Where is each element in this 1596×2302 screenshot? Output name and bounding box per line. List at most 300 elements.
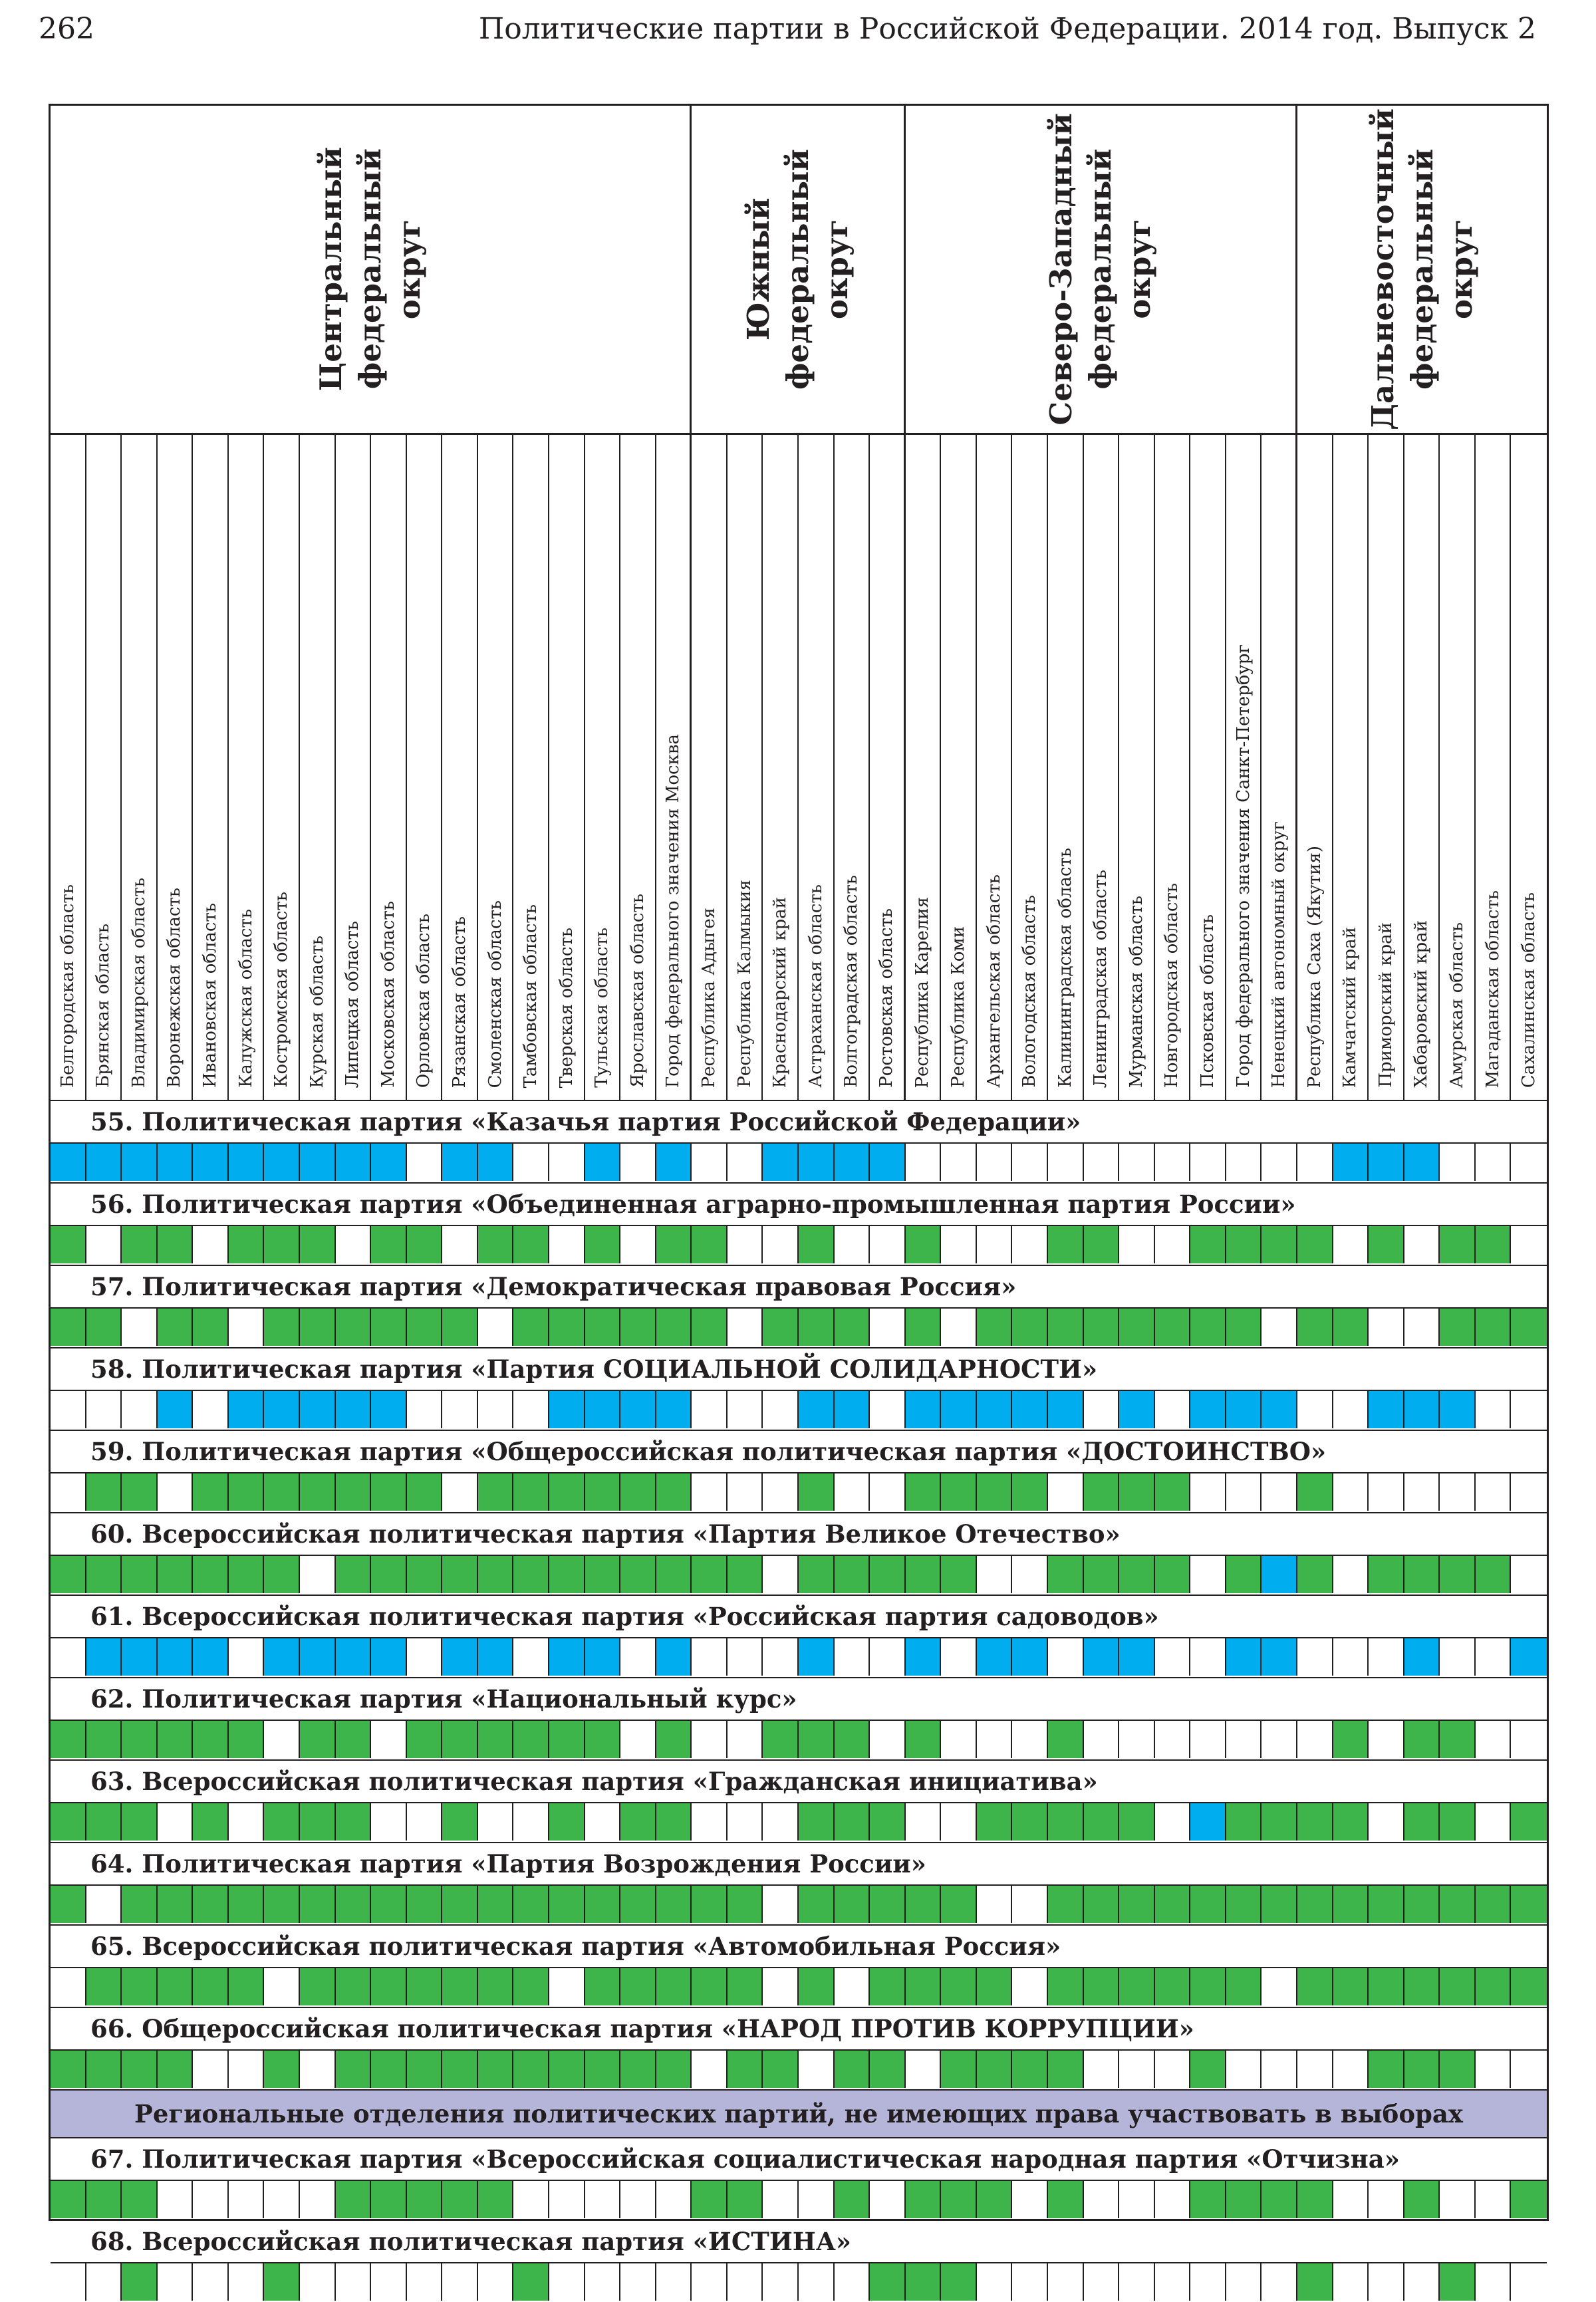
cell-green: [442, 2051, 478, 2088]
cell-green: [1226, 1968, 1262, 2005]
cell-empty: [300, 2051, 336, 2088]
cell-blue: [1119, 1391, 1155, 1428]
cell-green: [264, 2051, 300, 2088]
cell-green: [906, 1556, 942, 1593]
region-name: Республика Коми: [948, 926, 969, 1088]
cell-empty: [1190, 1144, 1226, 1181]
cell-green: [300, 1309, 336, 1346]
cell-green: [264, 1886, 300, 1923]
cell-blue: [656, 1638, 692, 1676]
cell-empty: [1511, 1473, 1547, 1511]
cell-green: [229, 1226, 265, 1263]
cell-green: [1119, 1803, 1155, 1841]
cell-empty: [513, 1144, 549, 1181]
cell-green: [692, 1968, 728, 2005]
cell-green: [122, 1803, 158, 1841]
party-title: 56. Политическая партия «Объединенная аграрно-промышленная партия России»: [51, 1182, 1547, 1225]
cell-green: [1226, 1309, 1262, 1346]
cell-empty: [407, 1144, 443, 1181]
region-header: [442, 433, 478, 1100]
cell-green: [1511, 1968, 1547, 2005]
cell-blue: [1119, 1638, 1155, 1676]
cell-empty: [1511, 1721, 1547, 1758]
cell-empty: [1190, 2263, 1226, 2301]
cell-green: [1048, 1721, 1084, 1758]
cell-green: [1084, 1309, 1120, 1346]
cell-empty: [51, 1473, 86, 1511]
cell-green: [549, 1556, 585, 1593]
cell-green: [728, 1886, 763, 1923]
region-header: [549, 433, 585, 1100]
region-header: [1369, 433, 1404, 1100]
cell-blue: [1190, 1803, 1226, 1841]
cell-green: [620, 1886, 656, 1923]
region-name: Вологодская область: [1019, 895, 1040, 1088]
cell-blue: [300, 1144, 336, 1181]
cell-empty: [620, 1721, 656, 1758]
cell-green: [300, 1968, 336, 2005]
cell-empty: [1369, 2181, 1404, 2218]
cell-blue: [585, 1638, 621, 1676]
cell-empty: [1262, 1144, 1297, 1181]
cell-green: [835, 2051, 870, 2088]
cell-empty: [1012, 2181, 1048, 2218]
cell-green: [1297, 2263, 1333, 2301]
district-header: [51, 106, 692, 433]
district-name: Северо-Западный федеральный округ: [1043, 113, 1158, 426]
cell-green: [193, 1309, 229, 1346]
region-name: Сахалинская область: [1519, 892, 1539, 1088]
cell-blue: [371, 1638, 407, 1676]
cell-green: [1190, 1968, 1226, 2005]
cell-green: [906, 1226, 942, 1263]
cell-green: [977, 1803, 1013, 1841]
cell-green: [620, 2051, 656, 2088]
cell-empty: [763, 1886, 799, 1923]
region-header: [478, 433, 514, 1100]
region-header: [371, 433, 407, 1100]
cell-green: [799, 1968, 835, 2005]
region-name: Ненецкий автономный округ: [1268, 821, 1289, 1088]
cell-green: [549, 1721, 585, 1758]
cell-green: [1297, 1968, 1333, 2005]
cell-green: [620, 1968, 656, 2005]
cell-green: [229, 1721, 265, 1758]
cell-green: [1369, 1968, 1404, 2005]
cell-green: [1297, 1803, 1333, 1841]
cell-green: [1084, 1473, 1120, 1511]
cell-green: [977, 1473, 1013, 1511]
cell-empty: [1155, 2263, 1191, 2301]
cell-empty: [1084, 1721, 1120, 1758]
cell-empty: [585, 2263, 621, 2301]
cell-empty: [763, 2181, 799, 2218]
cell-green: [585, 1309, 621, 1346]
cell-green: [300, 1803, 336, 1841]
region-name: Магаданская область: [1482, 890, 1503, 1088]
cell-green: [264, 1226, 300, 1263]
cell-green: [407, 1473, 443, 1511]
cell-empty: [407, 1391, 443, 1428]
cell-blue: [300, 1638, 336, 1676]
party-cells-row: [51, 1967, 1547, 2007]
cell-empty: [51, 1638, 86, 1676]
cell-empty: [728, 1144, 763, 1181]
cell-green: [977, 1968, 1013, 2005]
cell-blue: [1262, 1638, 1297, 1676]
cell-green: [1476, 1886, 1512, 1923]
cell-empty: [229, 1309, 265, 1346]
cell-empty: [835, 2263, 870, 2301]
region-header: [1012, 433, 1048, 1100]
cell-empty: [1476, 1803, 1512, 1841]
cell-blue: [1369, 1391, 1404, 1428]
cell-blue: [229, 1144, 265, 1181]
cell-green: [122, 2181, 158, 2218]
cell-blue: [977, 1391, 1013, 1428]
cell-green: [1190, 2051, 1226, 2088]
cell-green: [1404, 2181, 1440, 2218]
cell-green: [1084, 1803, 1120, 1841]
party-cells-row: [51, 1390, 1547, 1430]
region-name: Астраханская область: [805, 884, 826, 1088]
cell-empty: [300, 1556, 336, 1593]
cell-green: [158, 1309, 194, 1346]
party-cells-row: [51, 2180, 1547, 2220]
cell-blue: [478, 1144, 514, 1181]
cell-empty: [906, 1803, 942, 1841]
region-header: [1084, 433, 1120, 1100]
cell-green: [86, 1309, 122, 1346]
cell-green: [513, 1886, 549, 1923]
cell-green: [1511, 2181, 1547, 2218]
cell-green: [549, 1803, 585, 1841]
cell-empty: [1511, 2051, 1547, 2088]
cell-green: [478, 1473, 514, 1511]
cell-green: [1048, 2181, 1084, 2218]
region-header: [1155, 433, 1191, 1100]
cell-empty: [51, 2263, 86, 2301]
cell-empty: [1297, 1638, 1333, 1676]
cell-empty: [977, 1556, 1013, 1593]
cell-empty: [977, 1144, 1013, 1181]
cell-green: [1119, 1309, 1155, 1346]
party-cells-row: [51, 1720, 1547, 1759]
cell-blue: [906, 1391, 942, 1428]
cell-empty: [763, 1638, 799, 1676]
cell-green: [300, 1721, 336, 1758]
region-header: [728, 433, 763, 1100]
cell-empty: [1369, 1803, 1404, 1841]
region-header: [1297, 433, 1333, 1100]
region-name: Калининградская область: [1055, 848, 1075, 1088]
cell-blue: [1262, 1391, 1297, 1428]
cell-green: [906, 2263, 942, 2301]
cell-empty: [407, 1803, 443, 1841]
cell-green: [585, 1721, 621, 1758]
cell-green: [51, 2181, 86, 2218]
cell-empty: [513, 2181, 549, 2218]
party-title: 58. Политическая партия «Партия СОЦИАЛЬНОЙ СОЛИДАРНОСТИ»: [51, 1347, 1547, 1390]
cell-green: [1404, 2051, 1440, 2088]
cell-empty: [1012, 1968, 1048, 2005]
cell-blue: [193, 1638, 229, 1676]
cell-green: [229, 1556, 265, 1593]
cell-empty: [728, 2263, 763, 2301]
cell-empty: [1012, 2263, 1048, 2301]
party-cells-row: [51, 1637, 1547, 1677]
region-name: Костромская область: [271, 892, 292, 1088]
region-name: Республика Карелия: [912, 896, 933, 1088]
cell-green: [835, 1886, 870, 1923]
party-title: 61. Всероссийская политическая партия «Российская партия садоводов»: [51, 1595, 1547, 1637]
cell-green: [1511, 1803, 1547, 1841]
cell-green: [1511, 1886, 1547, 1923]
cell-green: [1511, 1309, 1547, 1346]
cell-green: [1369, 1226, 1404, 1263]
cell-green: [407, 1226, 443, 1263]
cell-blue: [1012, 1391, 1048, 1428]
cell-green: [371, 1473, 407, 1511]
cell-green: [86, 1556, 122, 1593]
cell-blue: [442, 1638, 478, 1676]
region-name: Ивановская область: [200, 903, 221, 1088]
cell-empty: [1440, 1473, 1476, 1511]
cell-empty: [620, 1638, 656, 1676]
cell-green: [1404, 1886, 1440, 1923]
region-name: Архангельская область: [984, 874, 1004, 1088]
cell-blue: [763, 1144, 799, 1181]
region-header: [1119, 433, 1155, 1100]
cell-empty: [870, 1638, 906, 1676]
cell-empty: [1511, 1391, 1547, 1428]
cell-empty: [1190, 1721, 1226, 1758]
cell-green: [336, 1803, 372, 1841]
cell-green: [371, 2051, 407, 2088]
cell-empty: [1155, 1638, 1191, 1676]
cell-empty: [870, 1391, 906, 1428]
cell-empty: [977, 1721, 1013, 1758]
cell-green: [1084, 1886, 1120, 1923]
cell-green: [86, 2181, 122, 2218]
running-title: Политические партии в Российской Федерации. 2014 год. Выпуск 2: [478, 12, 1536, 46]
region-name: Тамбовская область: [521, 904, 541, 1088]
cell-blue: [158, 1144, 194, 1181]
cell-empty: [1511, 1556, 1547, 1593]
cell-green: [1476, 1968, 1512, 2005]
cell-green: [1476, 1226, 1512, 1263]
cell-empty: [51, 1968, 86, 2005]
cell-empty: [229, 2181, 265, 2218]
cell-green: [763, 1309, 799, 1346]
cell-blue: [1048, 1391, 1084, 1428]
page-number: 262: [39, 12, 94, 46]
cell-green: [1119, 1473, 1155, 1511]
cell-empty: [1476, 1721, 1512, 1758]
cell-empty: [870, 1309, 906, 1346]
region-header: [835, 433, 870, 1100]
cell-green: [158, 1556, 194, 1593]
cell-green: [158, 1886, 194, 1923]
cell-blue: [1369, 1144, 1404, 1181]
cell-empty: [1476, 1144, 1512, 1181]
cell-empty: [1262, 1721, 1297, 1758]
region-name: Брянская область: [93, 924, 114, 1088]
cell-empty: [158, 1803, 194, 1841]
region-name: Курская область: [307, 935, 327, 1088]
cell-green: [158, 1226, 194, 1263]
cell-empty: [158, 1473, 194, 1511]
cell-green: [620, 1803, 656, 1841]
cell-green: [728, 1968, 763, 2005]
cell-blue: [870, 1144, 906, 1181]
cell-green: [229, 1968, 265, 2005]
cell-green: [1155, 1968, 1191, 2005]
cell-empty: [1404, 1309, 1440, 1346]
region-header: [1440, 433, 1476, 1100]
cell-green: [407, 2051, 443, 2088]
cell-green: [407, 1721, 443, 1758]
cell-empty: [1012, 1556, 1048, 1593]
cell-green: [478, 1721, 514, 1758]
cell-green: [941, 2263, 977, 2301]
region-name: Республика Калмыкия: [734, 880, 755, 1088]
cell-green: [656, 1968, 692, 2005]
cell-green: [51, 2051, 86, 2088]
cell-empty: [264, 1968, 300, 2005]
cell-green: [585, 1968, 621, 2005]
cell-green: [656, 1556, 692, 1593]
cell-green: [692, 1886, 728, 1923]
cell-green: [442, 1968, 478, 2005]
cell-green: [478, 1226, 514, 1263]
cell-green: [1333, 1721, 1369, 1758]
cell-empty: [549, 1144, 585, 1181]
cell-empty: [158, 2181, 194, 2218]
cell-green: [193, 1968, 229, 2005]
cell-green: [1297, 1309, 1333, 1346]
cell-blue: [977, 1638, 1013, 1676]
cell-blue: [656, 1144, 692, 1181]
cell-green: [1333, 1886, 1369, 1923]
cell-green: [1048, 1556, 1084, 1593]
cell-empty: [1048, 1144, 1084, 1181]
cell-green: [300, 1473, 336, 1511]
cell-empty: [478, 2263, 514, 2301]
cell-empty: [977, 1226, 1013, 1263]
cell-empty: [1084, 2263, 1120, 2301]
cell-green: [1048, 1803, 1084, 1841]
cell-blue: [799, 1391, 835, 1428]
cell-green: [1155, 1473, 1191, 1511]
cell-green: [371, 1556, 407, 1593]
cell-empty: [371, 1721, 407, 1758]
region-header: [941, 433, 977, 1100]
cell-blue: [585, 1391, 621, 1428]
cell-empty: [1511, 2263, 1547, 2301]
cell-blue: [122, 1144, 158, 1181]
cell-green: [585, 1886, 621, 1923]
cell-green: [656, 1309, 692, 1346]
cell-empty: [442, 2263, 478, 2301]
region-header: [1476, 433, 1512, 1100]
cell-green: [122, 1556, 158, 1593]
cell-empty: [442, 1473, 478, 1511]
cell-empty: [158, 2263, 194, 2301]
cell-green: [122, 2263, 158, 2301]
cell-green: [371, 1226, 407, 1263]
cell-empty: [1333, 1226, 1369, 1263]
cell-green: [1226, 1803, 1262, 1841]
party-cells-row: [51, 1225, 1547, 1265]
cell-empty: [1476, 2263, 1512, 2301]
cell-blue: [264, 1144, 300, 1181]
cell-empty: [86, 1886, 122, 1923]
cell-empty: [906, 2051, 942, 2088]
cell-blue: [1404, 1391, 1440, 1428]
cell-empty: [229, 1803, 265, 1841]
cell-empty: [585, 1803, 621, 1841]
cell-green: [1048, 1226, 1084, 1263]
cell-green: [1297, 1886, 1333, 1923]
cell-empty: [1262, 2051, 1297, 2088]
cell-empty: [1476, 1391, 1512, 1428]
cell-green: [336, 2181, 372, 2218]
cell-green: [336, 1473, 372, 1511]
region-name: Московская область: [378, 901, 398, 1088]
cell-green: [1012, 2051, 1048, 2088]
cell-green: [1297, 1473, 1333, 1511]
cell-green: [1084, 1226, 1120, 1263]
cell-green: [193, 1803, 229, 1841]
cell-empty: [1511, 1226, 1547, 1263]
cell-green: [1404, 1721, 1440, 1758]
cell-green: [407, 1968, 443, 2005]
cell-empty: [763, 1226, 799, 1263]
cell-empty: [1369, 1309, 1404, 1346]
cell-empty: [1369, 1473, 1404, 1511]
cell-green: [1155, 1886, 1191, 1923]
cell-green: [728, 2181, 763, 2218]
cell-empty: [1333, 2181, 1369, 2218]
cell-green: [264, 1803, 300, 1841]
region-header: [870, 433, 906, 1100]
cell-blue: [1404, 1638, 1440, 1676]
cell-blue: [122, 1638, 158, 1676]
cell-empty: [1297, 1721, 1333, 1758]
cell-empty: [977, 2263, 1013, 2301]
cell-green: [1012, 1803, 1048, 1841]
party-title: 55. Политическая партия «Казачья партия Российской Федерации»: [51, 1100, 1547, 1142]
cell-green: [86, 1803, 122, 1841]
cell-green: [549, 1473, 585, 1511]
cell-green: [371, 1309, 407, 1346]
cell-green: [513, 1309, 549, 1346]
cell-empty: [870, 1226, 906, 1263]
cell-empty: [656, 2181, 692, 2218]
cell-blue: [51, 1144, 86, 1181]
cell-green: [122, 2051, 158, 2088]
cell-empty: [193, 2263, 229, 2301]
party-title: 66. Общероссийская политическая партия «НАРОД ПРОТИВ КОРРУПЦИИ»: [51, 2007, 1547, 2049]
party-title: 60. Всероссийская политическая партия «Партия Великое Отечество»: [51, 1512, 1547, 1555]
cell-empty: [656, 2263, 692, 2301]
cell-blue: [835, 1144, 870, 1181]
cell-empty: [1190, 1473, 1226, 1511]
region-header: [1404, 433, 1440, 1100]
cell-green: [549, 2051, 585, 2088]
cell-green: [656, 1473, 692, 1511]
